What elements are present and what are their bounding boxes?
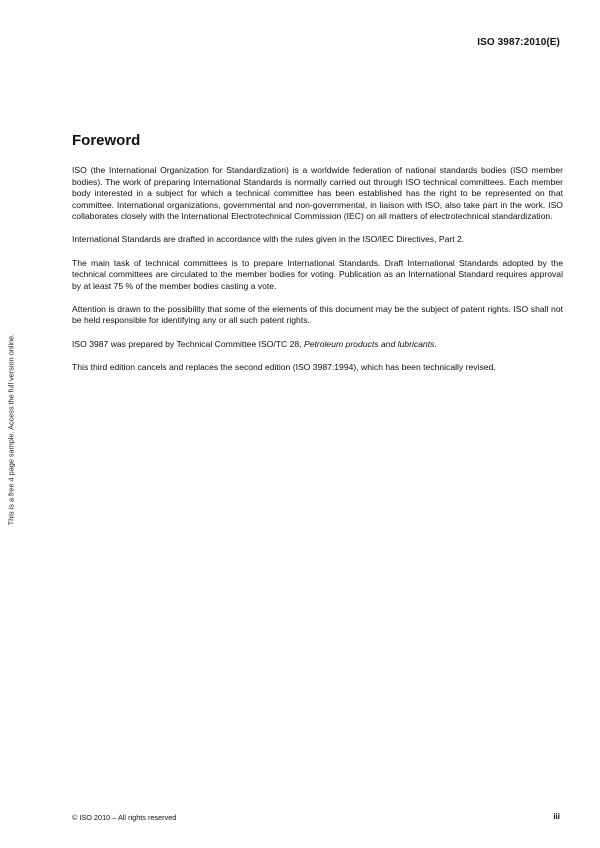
prepared-by-end: . xyxy=(434,338,437,349)
paragraph-patent-rights: Attention is drawn to the possibility that some of the elements of this document may be the subject of patent rights. ISO shall not be held responsible for identifying any or all such patent rights. xyxy=(72,303,563,326)
committee-name: Petroleum products and lubricants xyxy=(303,338,435,349)
paragraph-iso-overview: ISO (the International Organization for Standardization) is a worldwide federation of national standards bodies (ISO member bodies). The work of preparing International Standards is normally carried out through ISO technical committees. Each member body interested in a subject for which a technical committee has been established has the right to be represented on that committee. International organizations, governmental and non-governmental, in liaison with ISO, also take part in the work. ISO collaborates closely with the International Electrotechnical Commission (IEC) on all matters of electrotechnical standardization. xyxy=(72,165,563,222)
paragraph-edition-note: This third edition cancels and replaces the second edition (ISO 3987:1994), which has been technically revised. xyxy=(72,361,496,372)
foreword-body xyxy=(72,165,563,385)
page-number: iii xyxy=(553,812,560,821)
paragraph-committee-task: The main task of technical committees is to prepare International Standards. Draft International Standards adopted by the technical committees are circulated to the member bodies for voting. Publication as an International Standard requires approval by at least 75 % of the member bodies casting a vote. xyxy=(72,257,563,291)
sample-notice: This is a free 4 page sample. Access the full version online. xyxy=(6,333,16,526)
paragraph-prepared-by xyxy=(72,339,563,351)
page-title: Foreword xyxy=(72,132,141,149)
copyright-notice: © ISO 2010 – All rights reserved xyxy=(72,813,177,822)
paragraph-directives: International Standards are drafted in accordance with the rules given in the ISO/IEC Directives, Part 2. xyxy=(72,234,465,245)
prepared-by-text: ISO 3987 was prepared by Technical Committee ISO/TC 28, xyxy=(72,338,304,349)
document-id: ISO 3987:2010(E) xyxy=(477,37,560,48)
